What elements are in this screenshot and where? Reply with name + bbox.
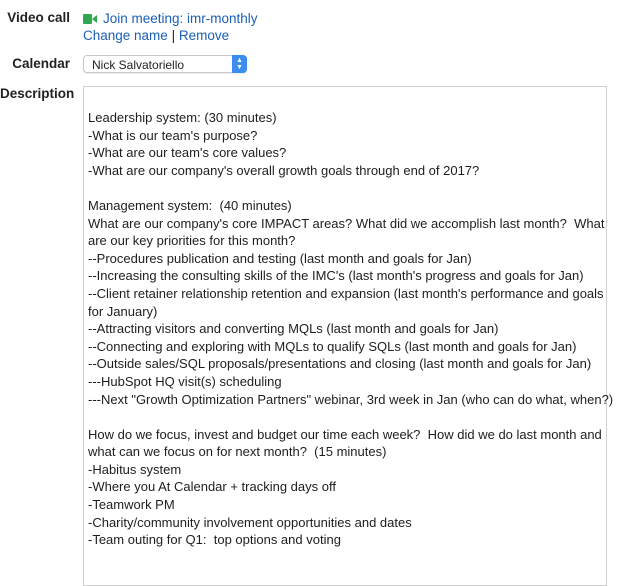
- description-line: ---Next "Growth Optimization Partners" webinar, 3rd week in Jan (who can do what, when?): [88, 391, 614, 407]
- description-line: -What are our team's core values?: [88, 145, 287, 161]
- calendar-label: Calendar: [12, 56, 70, 71]
- description-line: ---HubSpot HQ visit(s) scheduling: [88, 373, 282, 389]
- description-line: [88, 179, 606, 197]
- description-line: What are our company's core IMPACT areas? What did we accomplish last month? What: [88, 215, 605, 231]
- video-call-row: [83, 10, 258, 28]
- description-line: are our key priorities for this month?: [88, 233, 296, 249]
- description-line: Leadership system: (30 minutes): [88, 110, 277, 125]
- video-camera-icon: [83, 14, 97, 24]
- description-line: for January): [88, 303, 158, 319]
- video-call-actions: [83, 28, 229, 43]
- description-line: -Team outing for Q1: top options and voting: [88, 532, 341, 548]
- calendar-select[interactable]: [83, 55, 247, 73]
- description-line: what can we focus on for next month? (15 minutes): [88, 444, 387, 460]
- description-line: -Where you At Calendar + tracking days off: [88, 479, 336, 495]
- calendar-selected-value: Nick Salvatoriello: [92, 58, 185, 72]
- description-line: -Teamwork PM: [88, 497, 175, 513]
- description-line: --Attracting visitors and converting MQLs (last month and goals for Jan): [88, 321, 499, 337]
- change-name-link[interactable]: Change name: [83, 28, 168, 43]
- description-line: --Procedures publication and testing (last month and goals for Jan): [88, 250, 472, 266]
- description-line: Management system: (40 minutes): [88, 197, 292, 213]
- description-line: --Outside sales/SQL proposals/presentations and closing (last month and goals for Jan): [88, 356, 592, 372]
- description-line: --Increasing the consulting skills of the IMC's (last month's progress and goals for Jan): [88, 268, 584, 284]
- description-line: --Client retainer relationship retention and expansion (last month's performance and goals: [88, 285, 604, 301]
- description-label: Description: [0, 86, 75, 101]
- video-call-label: Video call: [7, 10, 70, 25]
- description-textarea[interactable]: [83, 86, 614, 586]
- description-line: How do we focus, invest and budget our time each week? How did we do last month and: [88, 426, 602, 442]
- join-meeting-link[interactable]: Join meeting: imr-monthly: [103, 11, 258, 26]
- select-arrows-icon: ▲ ▼: [232, 55, 247, 73]
- link-separator: |: [171, 28, 176, 43]
- description-line: -What is our team's purpose?: [88, 127, 258, 143]
- description-line: -Habitus system: [88, 461, 182, 477]
- description-line: [88, 408, 606, 426]
- description-line: -What are our company's overall growth goals through end of 2017?: [88, 162, 480, 178]
- remove-link[interactable]: Remove: [178, 28, 230, 43]
- description-line: --Connecting and exploring with MQLs to qualify SQLs (last month and goals for Jan): [88, 338, 577, 354]
- description-line: -Charity/community involvement opportunities and dates: [88, 514, 412, 530]
